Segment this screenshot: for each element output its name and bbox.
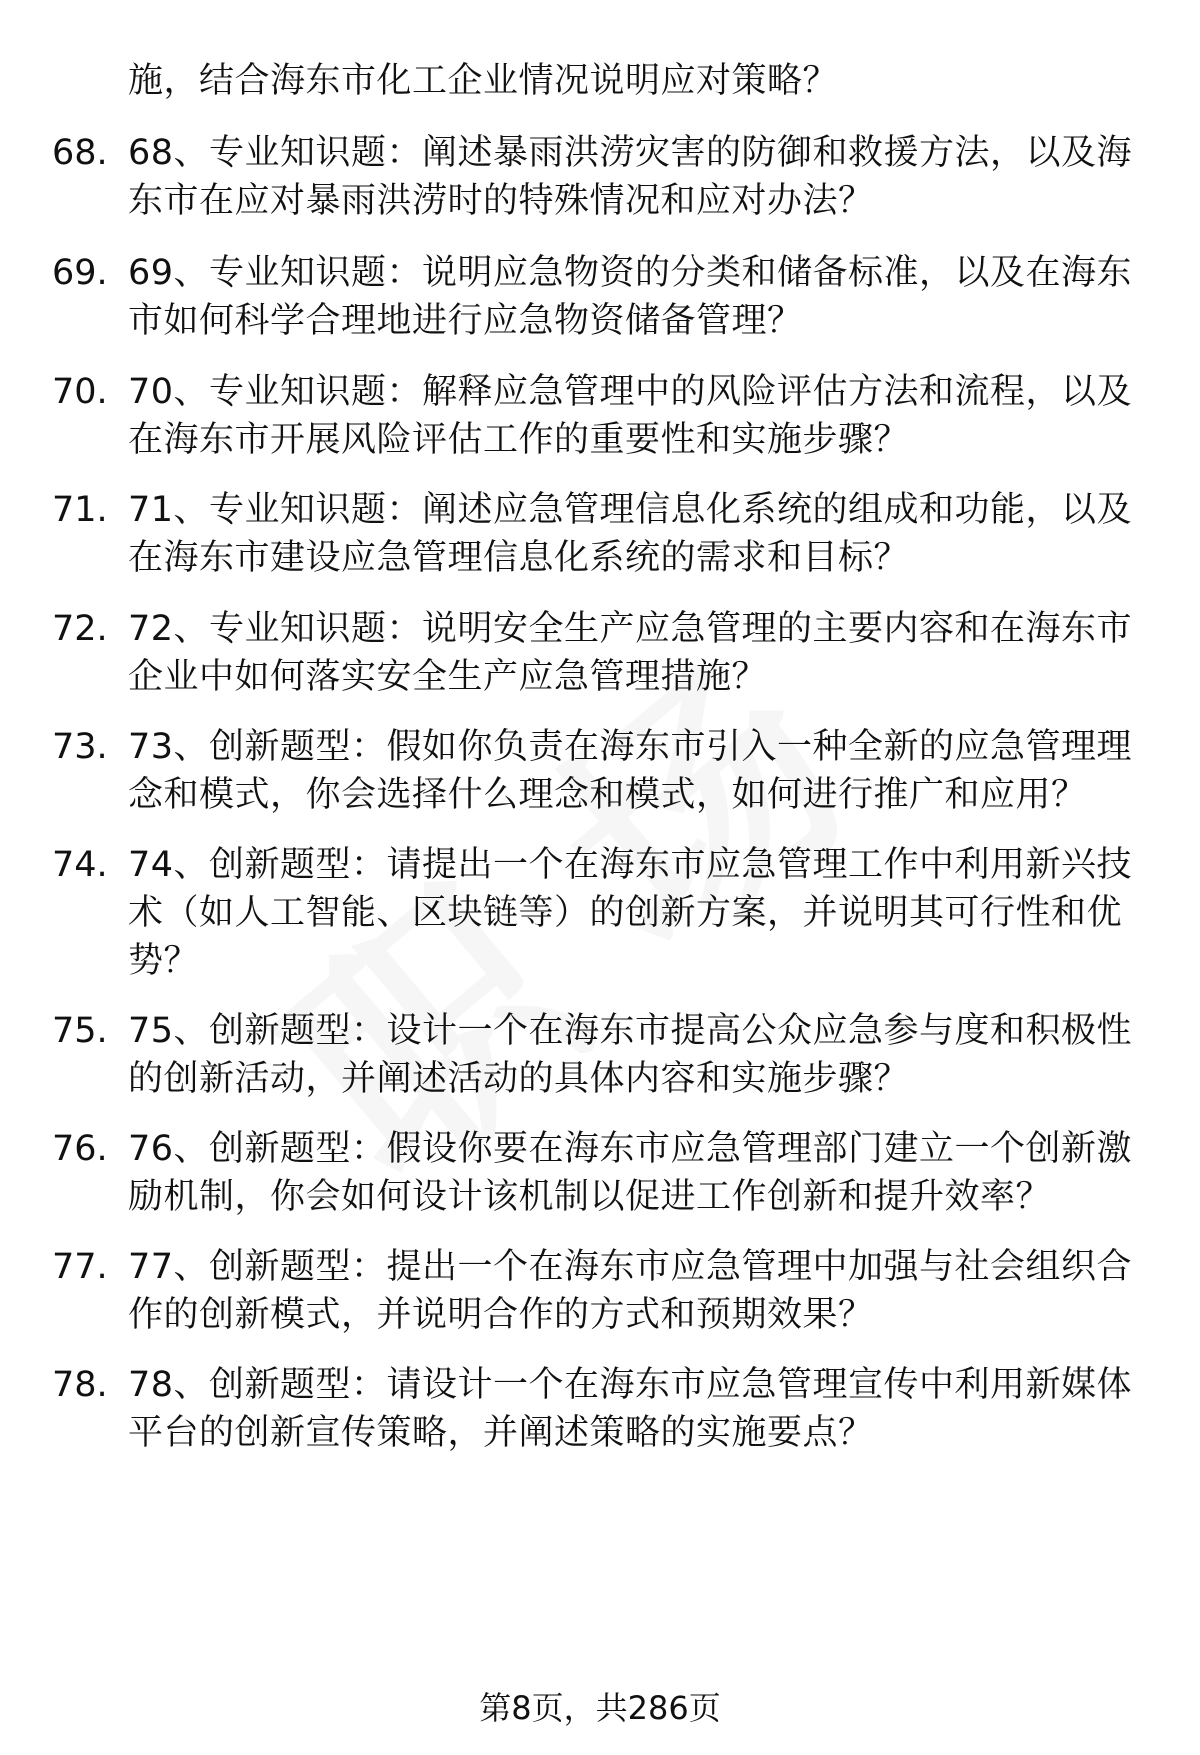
list-item-line: 的创新活动，并阐述活动的具体内容和实施步骤？ [128, 1059, 910, 1099]
list-item-line: 70、专业知识题：解释应急管理中的风险评估方法和流程，以及 [128, 372, 1133, 412]
list-number: 73. [52, 727, 108, 767]
continuation-line: 施，结合海东市化工企业情况说明应对策略？ [128, 61, 839, 101]
list-item-line: 77、创新题型：提出一个在海东市应急管理中加强与社会组织合 [128, 1247, 1133, 1287]
list-number: 78. [52, 1365, 108, 1405]
list-number: 75. [52, 1011, 108, 1051]
list-number: 68. [52, 133, 108, 173]
list-item-line: 73、创新题型：假如你负责在海东市引入一种全新的应急管理理 [128, 727, 1133, 767]
list-item-line: 平台的创新宣传策略，并阐述策略的实施要点？ [128, 1413, 874, 1453]
list-number: 71. [52, 490, 108, 530]
list-item-line: 76、创新题型：假设你要在海东市应急管理部门建立一个创新激 [128, 1129, 1133, 1169]
list-item-line: 71、专业知识题：阐述应急管理信息化系统的组成和功能，以及 [128, 490, 1133, 530]
list-item-line: 作的创新模式，并说明合作的方式和预期效果？ [128, 1295, 874, 1335]
list-item-line: 72、专业知识题：说明安全生产应急管理的主要内容和在海东市 [128, 609, 1133, 649]
list-number: 69. [52, 253, 108, 293]
list-item-line: 68、专业知识题：阐述暴雨洪涝灾害的防御和救援方法，以及海 [128, 133, 1133, 173]
list-item-line: 69、专业知识题：说明应急物资的分类和储备标准，以及在海东 [128, 253, 1133, 293]
page-number-footer: 第8页，共286页 [479, 1689, 721, 1727]
list-item-line: 74、创新题型：请提出一个在海东市应急管理工作中利用新兴技 [128, 845, 1133, 885]
list-item-line: 75、创新题型：设计一个在海东市提高公众应急参与度和积极性 [128, 1011, 1133, 1051]
list-item-line: 势？ [128, 941, 200, 981]
list-item-line: 东市在应对暴雨洪涝时的特殊情况和应对办法？ [128, 181, 874, 221]
list-number: 72. [52, 609, 108, 649]
list-item-line: 在海东市建设应急管理信息化系统的需求和目标？ [128, 538, 910, 578]
list-item-line: 78、创新题型：请设计一个在海东市应急管理宣传中利用新媒体 [128, 1365, 1133, 1405]
list-number: 77. [52, 1247, 108, 1287]
list-item-line: 励机制，你会如何设计该机制以促进工作创新和提升效率？ [128, 1177, 1052, 1217]
list-item-line: 术（如人工智能、区块链等）的创新方案，并说明其可行性和优 [128, 893, 1123, 933]
list-number: 70. [52, 372, 108, 412]
list-item-line: 在海东市开展风险评估工作的重要性和实施步骤？ [128, 420, 910, 460]
list-number: 74. [52, 845, 108, 885]
list-item-line: 市如何科学合理地进行应急物资储备管理？ [128, 301, 803, 341]
list-item-line: 念和模式，你会选择什么理念和模式，如何进行推广和应用？ [128, 775, 1087, 815]
list-number: 76. [52, 1129, 108, 1169]
list-item-line: 企业中如何落实安全生产应急管理措施？ [128, 657, 768, 697]
